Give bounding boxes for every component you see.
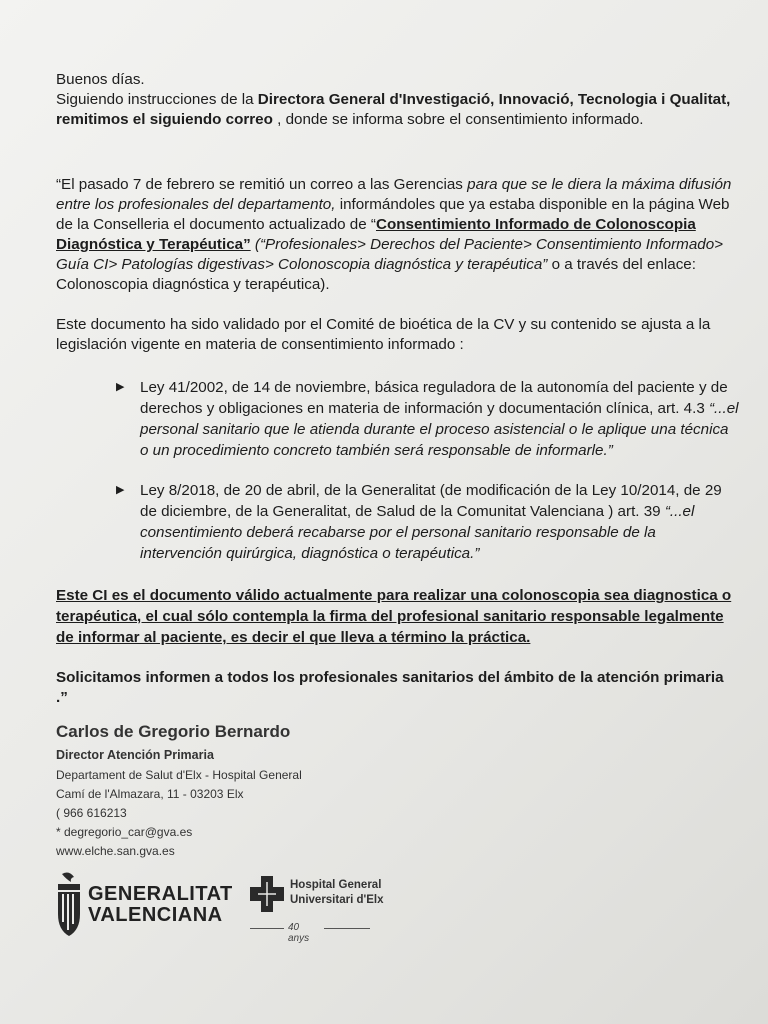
web-path: (“Profesionales> Derechos del Paciente> Consentimiento Informado> Guía CI> Patologías digestivas> Colonoscopia diagnóstica y terapéutica” bbox=[56, 236, 724, 273]
valenciana-line: VALENCIANA bbox=[88, 904, 223, 926]
remitimos-text: remitimos el siguiendo correo bbox=[56, 111, 273, 128]
signature-email: * degregorio_car@gva.es bbox=[56, 825, 193, 839]
law-41-2002 bbox=[140, 377, 740, 461]
quote-text-2: informándoles que ya estaba disponible en la página Web de la Conselleria el documento actualizado de “ bbox=[56, 196, 730, 233]
quote-italic-1: para que se le diera la máxima difusión entre los profesionales del departamento, bbox=[56, 176, 732, 213]
law2-text: Ley 8/2018, de 20 de abril, de la Generalitat (de modificación de la Ley 10/2014, de 29 de diciembre, de la Generalitat, de Salud de la Comunitat Valenciana ) art. 39 bbox=[140, 482, 722, 520]
request-paragraph: Solicitamos informen a todos los profesionales sanitarios del ámbito de la atención primaria .” bbox=[56, 669, 724, 706]
law-8-2018 bbox=[140, 480, 740, 564]
divider-left bbox=[250, 928, 284, 929]
hospital-line-2: Universitari d'Elx bbox=[290, 894, 384, 906]
signature-contact bbox=[56, 766, 302, 861]
law1-quote: “...el personal sanitario que le atienda durante el proceso asistencial o le aplique una técnica o un procedimiento concreto también será responsable de informarle.” bbox=[140, 400, 739, 459]
hospital-name bbox=[290, 878, 384, 908]
generalitat-text bbox=[88, 884, 233, 926]
greeting: Buenos días. bbox=[56, 71, 145, 88]
hospital-cross-icon bbox=[250, 876, 284, 912]
coat-of-arms-icon bbox=[54, 872, 84, 938]
signature-name: Carlos de Gregorio Bernardo bbox=[56, 722, 291, 741]
generalitat-line: GENERALITAT bbox=[88, 883, 233, 905]
hospital-years: 40 anys bbox=[288, 922, 310, 944]
quote-paragraph bbox=[56, 175, 736, 295]
bullet-arrow-icon: ▶ bbox=[116, 381, 125, 393]
validation-paragraph: Este documento ha sido validado por el Comité de bioética de la CV y su contenido se ajusta a la legislación vigente en materia de consentimiento informado : bbox=[56, 316, 711, 353]
signature-address: Camí de l'Almazara, 11 - 03203 Elx bbox=[56, 787, 244, 801]
hospital-logo bbox=[250, 876, 384, 944]
ci-statement: Este CI es el documento válido actualmente para realizar una colonoscopia sea diagnostica o terapéutica, el cual sólo contempla la firma del profesional sanitario responsable legalmente de informar al paciente, es decir el que lleva a término la práctica. bbox=[56, 587, 732, 646]
hospital-line-1: Hospital General bbox=[290, 879, 382, 891]
quote-text-1: “El pasado 7 de febrero se remitió un correo a las Gerencias bbox=[56, 176, 468, 193]
signature-web: www.elche.san.gva.es bbox=[56, 844, 175, 858]
directora-general: Directora General d'Investigació, Innovació, Tecnologia i Qualitat, bbox=[257, 91, 731, 108]
intro-text-2: , donde se informa sobre el consentimiento informado. bbox=[272, 111, 644, 128]
intro-text-1: Siguiendo instrucciones de la bbox=[56, 91, 258, 108]
signature-role: Director Atención Primaria bbox=[56, 748, 214, 762]
bullet-arrow-icon: ▶ bbox=[116, 484, 125, 496]
quote-text-3: o a través del enlace: Colonoscopia diagnóstica y terapéutica). bbox=[56, 256, 696, 293]
generalitat-valenciana-logo bbox=[54, 872, 233, 943]
divider-right bbox=[324, 928, 370, 929]
signature-department: Departament de Salut d'Elx - Hospital General bbox=[56, 768, 302, 782]
document-title: Consentimiento Informado de Colonoscopia Diagnóstica y Terapéutica” bbox=[56, 216, 696, 253]
law2-quote: “...el consentimiento deberá recabarse por el personal sanitario responsable de la intervención quirúrgica, diagnóstica o terapéutica.” bbox=[140, 503, 695, 562]
law1-text: Ley 41/2002, de 14 de noviembre, básica reguladora de la autonomía del paciente y de derechos y obligaciones en materia de información y documentación clínica, art. 4.3 bbox=[140, 379, 728, 417]
intro-paragraph bbox=[56, 90, 736, 130]
signature-phone: ( 966 616213 bbox=[56, 806, 127, 820]
